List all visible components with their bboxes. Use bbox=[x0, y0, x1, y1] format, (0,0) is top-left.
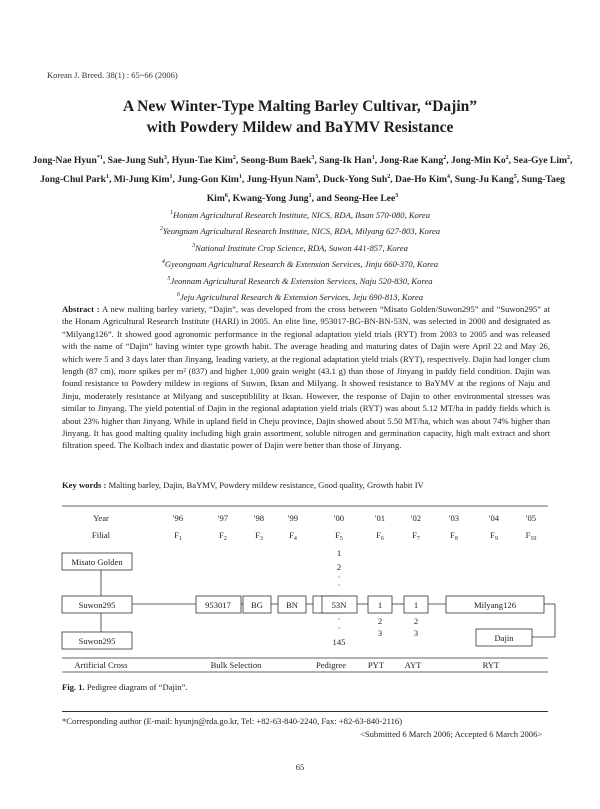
year-cell: '02 bbox=[410, 513, 422, 523]
pedigree-number-1: 1 bbox=[336, 548, 342, 558]
author-affiliation-mark: 5 bbox=[513, 174, 517, 181]
filial-cell: $F_8$ bbox=[450, 530, 458, 542]
page-number: 65 bbox=[295, 762, 305, 772]
author-affiliation-mark: 4 bbox=[446, 174, 450, 181]
pedigree-number-145: 145 bbox=[332, 637, 346, 647]
stage-bulk-selection: Bulk Selection bbox=[210, 660, 262, 670]
affiliation-mark: 5 bbox=[167, 275, 171, 282]
author-affiliation-mark: 3 bbox=[315, 174, 319, 181]
author-name: Sung-Ju Kang bbox=[454, 174, 514, 186]
year-cell: '04 bbox=[488, 513, 500, 523]
pedigree-number-2: 2 bbox=[336, 562, 342, 572]
author-affiliation-mark: 1 bbox=[105, 174, 109, 181]
line-53n: 53N bbox=[331, 600, 347, 610]
author-affiliation-mark: 3 bbox=[163, 155, 167, 161]
filial-label: Filial bbox=[91, 530, 111, 540]
filial-cell: $F_2$ bbox=[219, 530, 227, 542]
filial-cell: $F_7$ bbox=[412, 530, 420, 542]
author-name: Kwang-Yong Jung bbox=[232, 193, 309, 205]
affiliation-mark: 1 bbox=[170, 210, 173, 216]
figure-caption-text: Pedigree diagram of “Dajin”. bbox=[86, 682, 188, 692]
year-cell: '98 bbox=[253, 513, 265, 523]
affiliation-mark: 4 bbox=[161, 259, 165, 266]
author-affiliation-mark: 1 bbox=[308, 193, 312, 200]
filial-cell: $F_1$ bbox=[174, 530, 182, 542]
year-row bbox=[173, 513, 536, 523]
author-affiliation-mark: 2 bbox=[443, 155, 447, 161]
author-affiliation-mark: 2 bbox=[232, 155, 236, 161]
year-cell: '01 bbox=[374, 513, 386, 523]
author-affiliation-mark: 2 bbox=[387, 174, 391, 181]
year-label: Year bbox=[93, 513, 109, 523]
author-name: Jong-Chul Park bbox=[40, 174, 106, 186]
author-list: Jong-Nae Hyun$^{*1}$, Sae-Jung Suh$^3$, Hyun-Tae Kim$^2$, Seong-Bum Baek$^3$, Sang-Ik Han$^1$, Jong-Rae Kang$^2$, Jong-Min Ko$^2$, Sea-Gye Lim$^2$, Jong-Chul Park$^1$, Mi-Jung Kim$^1$, Jung-Gon Kim$^1$, Jung-Hyun Nam$^3$, Duck-Yong Suh$^2$, Dae-Ho Kim$^4$, Sung-Ju Kang$^5$, Sung-Taeg Kim$^6$, Kwang-Yong Jung$^1$, and Seong-Hee Lee$^3$ bbox=[32, 155, 573, 205]
pyt-number-1: 1 bbox=[377, 600, 383, 610]
affiliation-text: Honam Agricultural Research Institute, NICS, RDA, Iksan 570-080, Korea bbox=[173, 209, 430, 220]
year-cell: '99 bbox=[287, 513, 299, 523]
author-name: Sea-Gye Lim bbox=[513, 155, 567, 167]
submission-dates: <Submitted 6 March 2006; Accepted 6 March 2006> bbox=[360, 729, 543, 739]
author-name: Duck-Yong Suh bbox=[322, 174, 388, 186]
author-name: Jong-Nae Hyun bbox=[32, 155, 97, 167]
affiliation-text: Jeonnam Agricultural Research & Extension Services, Naju 520-830, Korea bbox=[170, 275, 433, 286]
filial-cell: $F_{10}$ bbox=[525, 530, 537, 542]
year-cell: '00 bbox=[333, 513, 345, 523]
milyang126-label: Milyang126 bbox=[473, 600, 517, 610]
author-affiliation-mark: 6 bbox=[224, 193, 228, 200]
author-name: Sung-Taeg Kim bbox=[206, 174, 565, 205]
author-name: Jong-Rae Kang bbox=[379, 155, 444, 167]
filial-cell: $F_3$ bbox=[255, 530, 263, 542]
corresponding-author-note: *Corresponding author (E-mail: hyunjn@rda.go.kr, Tel: +82-63-840-2240, Fax: +82-63-840-2116) bbox=[62, 716, 403, 726]
stage-pyt: PYT bbox=[367, 660, 385, 670]
keywords-text: Malting barley, Dajin, BaYMV, Powdery mildew resistance, Good quality, Growth habit IV bbox=[108, 480, 424, 490]
filial-cell: $F_4$ bbox=[289, 530, 297, 542]
pedigree-dots-bottom-2: · bbox=[337, 623, 341, 633]
pedigree-dots-top-2: · bbox=[337, 580, 341, 590]
stage-ayt: AYT bbox=[404, 660, 422, 670]
author-name: Sang-Ik Han bbox=[319, 155, 372, 167]
year-cell: '03 bbox=[448, 513, 460, 523]
author-name: Mi-Jung Kim bbox=[113, 174, 170, 186]
footnote-rule bbox=[62, 711, 548, 712]
stage-ryt: RYT bbox=[482, 660, 500, 670]
ayt-number-1: 1 bbox=[413, 600, 419, 610]
affiliation-text: Jeju Agricultural Research & Extension Services, Jeju 690-813, Korea bbox=[179, 292, 424, 303]
author-affiliation-mark: 1 bbox=[169, 174, 173, 181]
bn-label-1: BN bbox=[286, 600, 298, 610]
ayt-number-2: 2 bbox=[413, 616, 419, 626]
affiliation-text: Yeongnam Agricultural Research Institute, NICS, RDA, Milyang 627-803, Korea bbox=[162, 226, 441, 237]
stage-artificial-cross: Artificial Cross bbox=[74, 660, 128, 670]
affiliation-mark: 2 bbox=[159, 226, 163, 233]
ayt-number-3: 3 bbox=[413, 628, 419, 638]
author-affiliation-mark: 3 bbox=[395, 193, 399, 200]
abstract-label: Abstract : bbox=[62, 304, 100, 314]
year-cell: '97 bbox=[217, 513, 229, 523]
bg-label: BG bbox=[251, 600, 263, 610]
author-affiliation-mark: 1 bbox=[371, 155, 375, 161]
abstract-text: A new malting barley variety, “Dajin”, was developed from the cross between “Misato Golden/Suwon295” and “Suwon295” at the Honam Agricultural Research Institute (HARI) in 2005. An elite line, 953017-BG-BN-BN-53N, was selected in 2000 and designated as “Milyang126”. It showed good agronomic performance in the regional adaptation yield trials (RYT) from 2003 to 2005 and was released with the name of “Dajin” having winter type growth habit. The average heading and maturing dates of Dajin were April 22 and May 26, which were 5 and 3 days later than Jinyang, leading variety, at the regional adaptation yield trials (RYT), respectively. Dajin had longer clum length (87 cm), more spikes per m² (837) and higher 1,000 grain weight (43.1 g) than those of Jinyang in paddy field condition. Dajin was found resistance to Powdery mildew in regions of Suwon, Iksan and Milyang. It showed resistance to BaYMV at the regions of Naju and Jinju, moderately resistance at Milyang and susceptiblility at Iksan. However, the response of Dajin to other environmental stresses was similar to Jinyang. The yield potential of Dajin in the regional adaptation yield trials (RYT) was about 5.12 MT/ha in paddy fields which is about 23% higher than Jinyang. While in upland field in Cheju province, Dajin showed about 5.50 MT/ha, which was about 74% higher than Jinyang. It has good malting quality including high grain assortment, soluble nitrogen and germination capacity, high malt extract and short filtration speed. The Kolbach index and diastatic power of Dajin were better than those of Jinyang. bbox=[62, 304, 550, 451]
pedigree-dots-bottom: · bbox=[337, 614, 341, 624]
figure-caption bbox=[62, 682, 188, 692]
keywords-label: Key words : bbox=[62, 480, 107, 490]
filial-cell: $F_9$ bbox=[490, 530, 498, 542]
parent-suwon295: Suwon295 bbox=[78, 600, 116, 610]
author-affiliation-mark: 1 bbox=[238, 174, 242, 181]
cross-953017: 953017 bbox=[205, 600, 231, 610]
author-name: Sae-Jung Suh bbox=[107, 155, 164, 167]
affiliation-text: Gyeongnam Agricultural Research & Extension Services, Jinju 660-370, Korea bbox=[164, 259, 439, 270]
author-name: Dae-Ho Kim bbox=[395, 174, 447, 186]
filial-cell: $F_6$ bbox=[376, 530, 384, 542]
filial-row bbox=[174, 530, 536, 542]
parent-suwon295-backcross: Suwon295 bbox=[78, 636, 116, 646]
year-cell: '05 bbox=[525, 513, 537, 523]
parent-misato-golden: Misato Golden bbox=[71, 557, 123, 567]
pyt-number-2: 2 bbox=[377, 616, 383, 626]
author-name: Jung-Gon Kim bbox=[177, 174, 239, 186]
author-affiliation-mark: 2 bbox=[566, 155, 570, 161]
author-affiliation-mark: 3 bbox=[311, 155, 315, 161]
paper-title-line1: A New Winter-Type Malting Barley Cultivar, “Dajin” bbox=[122, 98, 478, 115]
affiliation-mark: 6 bbox=[176, 292, 180, 299]
author-affiliation-mark: 2 bbox=[505, 155, 509, 161]
author-name: Jong-Min Ko bbox=[450, 155, 506, 167]
author-affiliation-mark: *1 bbox=[96, 155, 103, 161]
author-name: Seong-Bum Baek bbox=[240, 155, 312, 167]
affiliation-mark: 3 bbox=[192, 242, 196, 249]
paper-title-line2: with Powdery Mildew and BaYMV Resistance bbox=[146, 119, 454, 136]
pedigree-dots-top: · bbox=[337, 572, 341, 582]
author-name: Hyun-Tae Kim bbox=[171, 155, 233, 167]
year-cell: '96 bbox=[172, 513, 184, 523]
author-name: Seong-Hee Lee bbox=[334, 193, 396, 205]
author-name: Jung-Hyun Nam bbox=[246, 174, 316, 186]
pyt-number-3: 3 bbox=[377, 628, 383, 638]
stage-pedigree: Pedigree bbox=[315, 660, 347, 670]
affiliation-text: National Institute Crop Science, RDA, Suwon 441-857, Korea bbox=[195, 242, 408, 253]
dajin-label: Dajin bbox=[494, 633, 514, 643]
filial-cell: $F_5$ bbox=[335, 530, 343, 542]
journal-reference: Korean J. Breed. 38(1) : 65~66 (2006) bbox=[47, 70, 178, 80]
figure-caption-label: Fig. 1. bbox=[62, 682, 85, 692]
